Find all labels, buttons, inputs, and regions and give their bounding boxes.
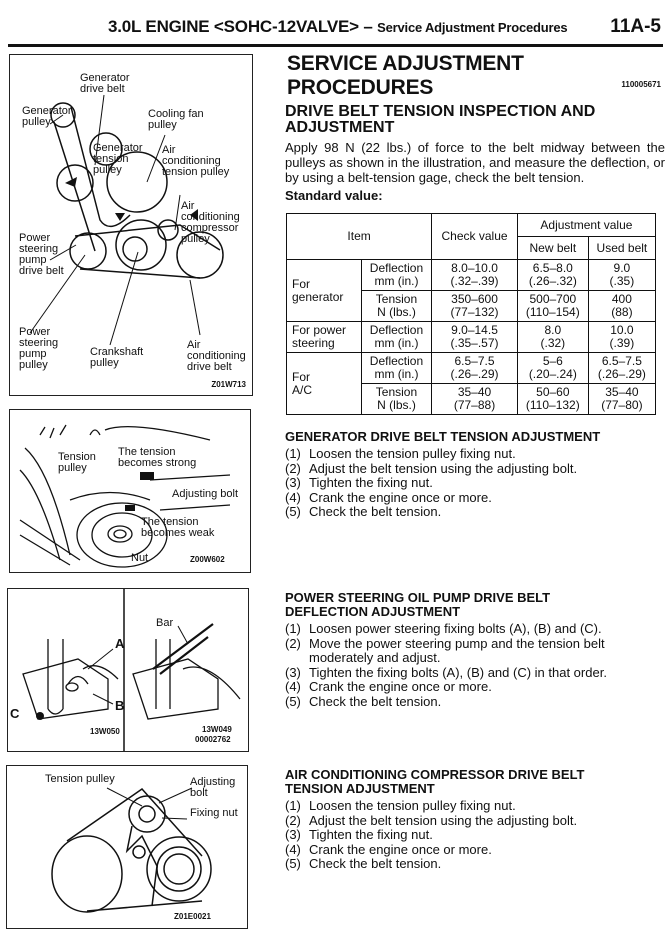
- label-nut: Nut: [131, 552, 149, 564]
- cell-used-belt: 35–40 (77–80): [588, 384, 655, 415]
- label-ac-tension-pulley: Air conditioning tension pulley: [162, 144, 230, 178]
- header-title: [108, 17, 567, 37]
- step-text: Adjust the belt tension using the adjusting bolt.: [309, 460, 578, 476]
- list-item: [285, 857, 665, 872]
- header-engine: 3.0L ENGINE <SOHC-12VALVE>: [108, 17, 359, 36]
- cell-new-belt: 5–6 (.20–.24): [517, 353, 588, 384]
- cell-new-belt: 50–60 (110–132): [517, 384, 588, 415]
- list-item: [285, 843, 665, 858]
- cell-check-value: 6.5–7.5 (.26–.29): [432, 353, 518, 384]
- step-number: (3): [285, 664, 301, 680]
- label-cooling-fan-pulley: Cooling fan pulley: [148, 108, 204, 131]
- figure-code-right: 13W049: [202, 725, 232, 734]
- table-row: [287, 353, 656, 384]
- step-number: (4): [285, 489, 301, 505]
- label-generator-drive-belt: Generator drive belt: [80, 72, 130, 95]
- label-generator-tension-pulley: Generator tension pulley: [93, 142, 143, 176]
- section-drive-belt-inspection: [285, 104, 665, 203]
- label-tension-pulley: Tension pulley: [58, 451, 96, 474]
- header-subtitle: Service Adjustment Procedures: [377, 20, 568, 35]
- step-text: Crank the engine once or more.: [309, 841, 492, 857]
- page-header: [8, 14, 663, 47]
- cell-parameter: Deflection mm (in.): [361, 353, 431, 384]
- row-group-label: For generator: [287, 260, 362, 322]
- header-used-belt: Used belt: [588, 237, 655, 260]
- step-number: (3): [285, 475, 301, 490]
- figure-belt-layout: [9, 54, 253, 396]
- header-dash: –: [363, 17, 373, 36]
- section-title: GENERATOR DRIVE BELT TENSION ADJUSTMENT: [285, 429, 601, 444]
- label-tension-pulley: Tension pulley: [45, 773, 115, 785]
- header-item: Item: [287, 214, 432, 260]
- step-text: Tighten the fixing nut.: [309, 827, 433, 842]
- cell-parameter: Deflection mm (in.): [361, 322, 431, 353]
- step-text: Check the belt tension.: [309, 693, 442, 709]
- list-item: [285, 799, 665, 814]
- cell-new-belt: 8.0 (.32): [517, 322, 588, 353]
- table-row: [287, 322, 656, 353]
- step-text: Move the power steering pump and the tension belt moderately and adjust.: [309, 635, 605, 665]
- list-item: [285, 666, 665, 681]
- step-number: (2): [285, 812, 301, 828]
- figure-code: Z01W713: [211, 380, 246, 389]
- step-text: Tighten the fixing bolts (A), (B) and (C) in that order.: [309, 664, 607, 680]
- label-ac-drive-belt: Air conditioning drive belt: [187, 339, 246, 373]
- list-item: [285, 680, 665, 695]
- cell-used-belt: 400 (88): [588, 291, 655, 322]
- table-row: [287, 260, 656, 291]
- list-item: [285, 814, 665, 829]
- figure-ac-tension: [6, 765, 248, 929]
- step-text: Crank the engine once or more.: [309, 489, 492, 505]
- cell-used-belt: 9.0 (.35): [588, 260, 655, 291]
- label-generator-pulley: Generator pulley: [22, 105, 72, 128]
- list-item: [285, 462, 665, 477]
- cell-new-belt: 6.5–8.0 (.26–.32): [517, 260, 588, 291]
- section-title: AIR CONDITIONING COMPRESSOR DRIVE BELT TENSION ADJUSTMENT: [285, 767, 585, 796]
- figure-generator-tension: [9, 409, 251, 573]
- figure-code-right-2: 00002762: [195, 735, 231, 744]
- label-adjusting-bolt: Adjusting bolt: [172, 488, 239, 500]
- step-text: Adjust the belt tension using the adjusting bolt.: [309, 812, 578, 828]
- cell-parameter: Tension N (lbs.): [361, 291, 431, 322]
- section-title: POWER STEERING OIL PUMP DRIVE BELT DEFLECTION ADJUSTMENT: [285, 590, 551, 619]
- step-text: Loosen the tension pulley fixing nut.: [309, 798, 516, 813]
- list-item: [285, 637, 665, 666]
- spec-table: [286, 213, 656, 415]
- cell-used-belt: 10.0 (.39): [588, 322, 655, 353]
- step-number: (1): [285, 621, 301, 636]
- cell-check-value: 35–40 (77–88): [432, 384, 518, 415]
- step-number: (3): [285, 827, 301, 842]
- cell-check-value: 9.0–14.5 (.35–.57): [432, 322, 518, 353]
- cell-new-belt: 500–700 (110–154): [517, 291, 588, 322]
- list-item: [285, 447, 665, 462]
- steps-list: [285, 447, 665, 520]
- cell-check-value: 8.0–10.0 (.32–.39): [432, 260, 518, 291]
- page-number: 11A-5: [610, 16, 661, 37]
- label-ac-compressor-pulley: Air conditioning compressor pulley: [181, 200, 240, 245]
- standard-value-label: Standard value:: [285, 188, 383, 203]
- step-number: (1): [285, 446, 301, 461]
- step-text: Check the belt tension.: [309, 504, 442, 519]
- document-id: 110005671: [621, 80, 661, 89]
- step-text: Check the belt tension.: [309, 856, 442, 871]
- section-paragraph: Apply 98 N (22 lbs.) of force to the belt midway between the pulleys as shown in the illustration, and measure the deflection, or by using a belt-tension gage, check the belt tension.: [285, 140, 665, 185]
- step-text: Tighten the fixing nut.: [309, 475, 433, 490]
- figure-code: Z01E0021: [174, 912, 211, 921]
- list-item: [285, 622, 665, 637]
- section-ac-adjustment: [285, 768, 665, 872]
- row-group-label: For power steering: [287, 322, 362, 353]
- table-header-row: [287, 214, 656, 237]
- label-bar: Bar: [156, 617, 174, 629]
- steps-list: [285, 799, 665, 872]
- cell-parameter: Tension N (lbs.): [361, 384, 431, 415]
- list-item: [285, 476, 665, 491]
- cell-parameter: Deflection mm (in.): [361, 260, 431, 291]
- label-bolt-a: A: [115, 636, 125, 651]
- step-number: (2): [285, 460, 301, 476]
- section-power-steering-adjustment: [285, 591, 665, 709]
- label-tension-weak: The tension becomes weak: [141, 516, 215, 539]
- header-check-value: Check value: [432, 214, 518, 260]
- main-title: SERVICE ADJUSTMENT PROCEDURES: [287, 52, 524, 99]
- section-generator-adjustment: [285, 430, 665, 520]
- row-group-label: For A/C: [287, 353, 362, 415]
- header-new-belt: New belt: [517, 237, 588, 260]
- figure-code: Z00W602: [190, 555, 225, 564]
- figure-code-left: 13W050: [90, 727, 120, 736]
- list-item: [285, 505, 665, 520]
- step-number: (5): [285, 693, 301, 709]
- section-title: DRIVE BELT TENSION INSPECTION AND ADJUSTMENT: [285, 103, 596, 136]
- step-number: (2): [285, 635, 301, 651]
- step-number: (4): [285, 841, 301, 857]
- step-number: (5): [285, 504, 301, 519]
- label-ps-pump-pulley: Power steering pump pulley: [19, 326, 59, 371]
- list-item: [285, 828, 665, 843]
- step-number: (5): [285, 856, 301, 871]
- steps-list: [285, 622, 665, 709]
- list-item: [285, 491, 665, 506]
- figure-power-steering-pump: [7, 588, 249, 752]
- step-number: (4): [285, 679, 301, 694]
- label-tension-strong: The tension becomes strong: [118, 446, 197, 469]
- step-number: (1): [285, 798, 301, 813]
- list-item: [285, 695, 665, 710]
- cell-used-belt: 6.5–7.5 (.26–.29): [588, 353, 655, 384]
- step-text: Loosen the tension pulley fixing nut.: [309, 446, 516, 461]
- label-adjusting-bolt: Adjusting bolt: [190, 776, 236, 799]
- cell-check-value: 350–600 (77–132): [432, 291, 518, 322]
- step-text: Crank the engine once or more.: [309, 679, 492, 694]
- label-crankshaft-pulley: Crankshaft pulley: [90, 346, 144, 369]
- step-text: Loosen power steering fixing bolts (A), (B) and (C).: [309, 621, 602, 636]
- label-ps-drive-belt: Power steering pump drive belt: [19, 232, 64, 277]
- label-bolt-b: B: [115, 698, 125, 713]
- header-adjustment-value: Adjustment value: [517, 214, 655, 237]
- label-fixing-nut: Fixing nut: [190, 807, 238, 819]
- label-bolt-c: C: [10, 706, 20, 721]
